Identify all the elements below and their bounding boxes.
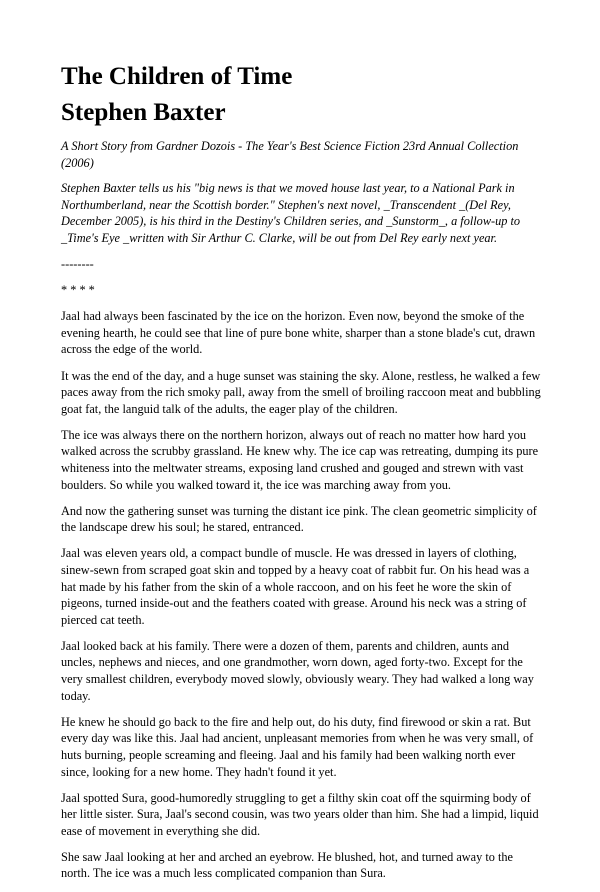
story-paragraph: The ice was always there on the northern horizon, always out of reach no matter how hard you walked across the scrubby grassland. He knew why. The ice cap was retreating, dumping its pure whiteness into the meltwater streams, exposing land crushed and gouged and strewn with vast boulders. So while you walked toward it, the ice was marching away from you. <box>61 427 539 492</box>
story-body <box>61 138 545 892</box>
story-paragraph: Jaal had always been fascinated by the ice on the horizon. Even now, beyond the smoke of the evening hearth, he could see that line of pure bone white, sharper than a stone blade's cut, drawn across the edge of the world. <box>61 309 536 357</box>
scene-break: * * * * <box>61 283 95 298</box>
story-title: The Children of Time <box>61 63 293 90</box>
story-paragraph: He knew he should go back to the fire and help out, do his duty, find firewood or skin a rat. But every day was like this. Jaal had ancient, unpleasant memories from when he was very small, of huts burning, people screaming and fleeing. Jaal and his family had been walking north ever since, looking for a new home. They hadn't found it yet. <box>61 714 534 779</box>
story-paragraph: She saw Jaal looking at her and arched an eyebrow. He blushed, hot, and turned away to the north. The ice was a much less complicated companion than Sura. <box>61 849 513 881</box>
author-name: Stephen Baxter <box>61 99 226 126</box>
story-paragraph: It was the end of the day, and a huge sunset was staining the sky. Alone, restless, he walked a few paces away from the rich smoky pall, away from the smell of broiling raccoon meat and bubbling goat fat, the languid talk of the adults, the eager play of the children. <box>61 368 541 416</box>
divider-line: -------- <box>61 257 94 272</box>
story-paragraph: And now the gathering sunset was turning the distant ice pink. The clean geometric simplicity of the landscape drew his soul; he stared, entranced. <box>61 503 537 535</box>
story-paragraph: Jaal was eleven years old, a compact bundle of muscle. He was dressed in layers of clothing, sinew-sewn from scraped goat skin and topped by a heavy coat of rabbit fur. On his head was a hat made by his father from the skin of a whole raccoon, and on his feet he wore the skin of pigeons, turned inside-out and the feathers coated with grease. Around his neck was a string of pierced cat teeth. <box>61 546 530 627</box>
story-paragraph: Jaal looked back at his family. There were a dozen of them, parents and children, aunts and uncles, nephews and nieces, and one grandmother, worn down, aged forty-two. Except for the very smallest children, everybody moved slowly, obviously weary. They had walked a long way today. <box>61 638 534 703</box>
source-line: A Short Story from Gardner Dozois - The Year's Best Science Fiction 23rd Annual Collection (2006) <box>61 139 519 170</box>
author-intro: Stephen Baxter tells us his "big news is that we moved house last year, to a National Park in Northumberland, near the Scottish border." Stephen's next novel, _Transcendent _(Del Rey, December 2005), is his third in the Destiny's Children series, and _Sunstorm_, a follow-up to _Time's Eye _written with Sir Arthur C. Clarke, will be out from Del Rey early next year. <box>61 181 521 245</box>
story-paragraph: Jaal spotted Sura, good-humoredly struggling to get a filthy skin coat off the squirming body of her little sister. Sura, Jaal's second cousin, was two years older than him. She had a limpid, liquid ease of movement in everything she did. <box>61 790 539 838</box>
